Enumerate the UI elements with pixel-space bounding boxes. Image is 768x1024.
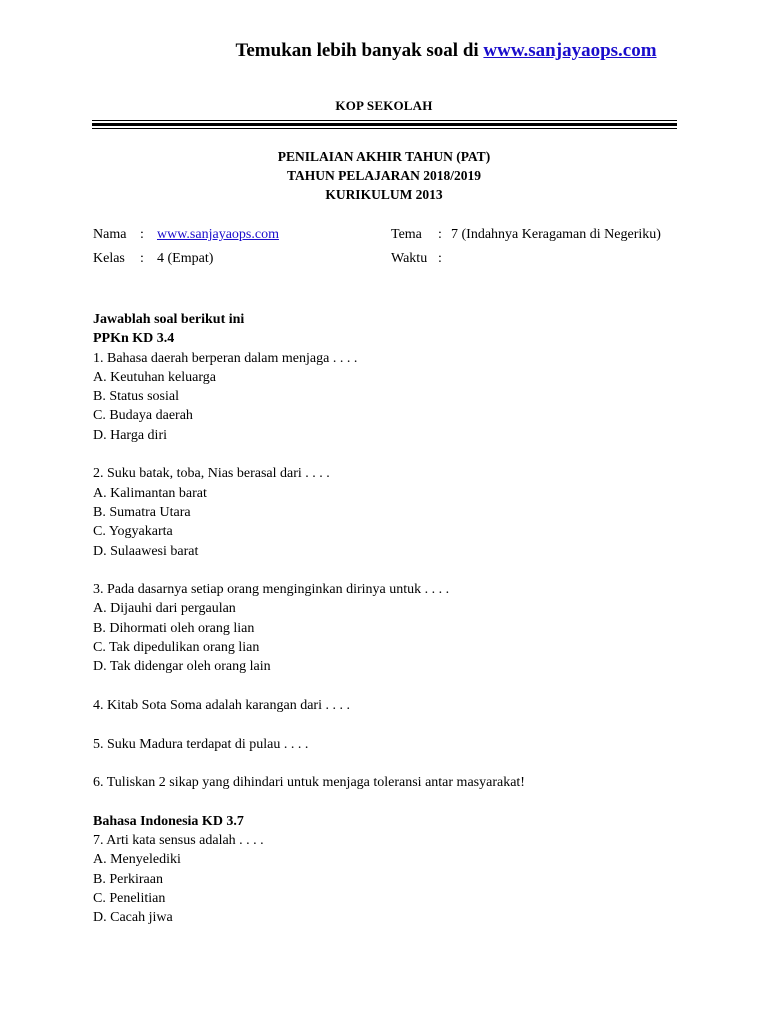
nama-link[interactable]: www.sanjayaops.com (157, 227, 279, 242)
exam-curriculum: KURIKULUM 2013 (325, 187, 443, 202)
option: D. Sulaawesi barat (93, 543, 199, 559)
option: B. Sumatra Utara (93, 504, 191, 520)
option: B. Dihormati oleh orang lian (93, 620, 255, 636)
question-text: 2. Suku batak, toba, Nias berasal dari . . . . (93, 466, 330, 482)
question-text: 1. Bahasa daerah berperan dalam menjaga . . . . (93, 350, 358, 366)
option: A. Dijauhi dari pergaulan (93, 601, 236, 617)
option: D. Cacah jiwa (93, 910, 173, 926)
option: B. Perkiraan (93, 871, 163, 887)
info-row-kelas (93, 247, 713, 271)
option: C. Penelitian (93, 890, 166, 906)
option: A. Keutuhan keluarga (93, 369, 216, 385)
question-1 (93, 349, 713, 445)
option: C. Yogyakarta (93, 524, 173, 540)
kelas-value: 4 (Empat) (157, 251, 214, 266)
option: D. Tak didengar oleh orang lain (93, 659, 271, 675)
question-5: 5. Suku Madura terdapat di pulau . . . . (93, 736, 309, 752)
promo-text: Temukan lebih banyak soal di (235, 40, 484, 61)
questions-content (93, 310, 713, 928)
nama-label: Nama (93, 227, 127, 242)
question-text: 3. Pada dasarnya setiap orang menginginkan dirinya untuk . . . . (93, 582, 450, 598)
kelas-colon: : (140, 251, 144, 266)
header-rule (92, 120, 677, 129)
question-6: 6. Tuliskan 2 sikap yang dihindari untuk menjaga toleransi antar masyarakat! (93, 775, 525, 791)
question-text: 7. Arti kata sensus adalah . . . . (93, 833, 264, 849)
promo-banner (0, 40, 768, 62)
section-heading-ppkn: PPKn KD 3.4 (93, 331, 175, 347)
option: A. Menyelediki (93, 852, 181, 868)
question-2 (93, 464, 713, 560)
option: D. Harga diri (93, 427, 167, 443)
option: A. Kalimantan barat (93, 485, 207, 501)
waktu-colon: : (438, 251, 442, 266)
nama-colon: : (140, 227, 144, 242)
section-heading-bahasa-indonesia: Bahasa Indonesia KD 3.7 (93, 813, 244, 829)
promo-link[interactable]: www.sanjayaops.com (483, 40, 657, 61)
question-4: 4. Kitab Sota Soma adalah karangan dari . . . . (93, 697, 350, 713)
tema-value: 7 (Indahnya Keragaman di Negeriku) (451, 227, 661, 242)
info-row-nama (93, 223, 713, 247)
kelas-label: Kelas (93, 251, 125, 266)
waktu-label: Waktu (391, 251, 428, 266)
exam-titles (0, 147, 768, 204)
instruction: Jawablah soal berikut ini (93, 312, 245, 327)
option: C. Tak dipedulikan orang lian (93, 640, 260, 656)
nama-value (157, 223, 279, 247)
exam-year: TAHUN PELAJARAN 2018/2019 (286, 168, 481, 183)
question-3 (93, 580, 713, 676)
tema-colon: : (438, 227, 442, 242)
question-7 (93, 831, 713, 927)
option: C. Budaya daerah (93, 408, 193, 424)
student-info (93, 223, 713, 271)
option: B. Status sosial (93, 389, 179, 405)
tema-label: Tema (391, 227, 422, 242)
exam-title: PENILAIAN AKHIR TAHUN (PAT) (277, 149, 491, 164)
kop-sekolah-heading: KOP SEKOLAH (335, 98, 433, 113)
